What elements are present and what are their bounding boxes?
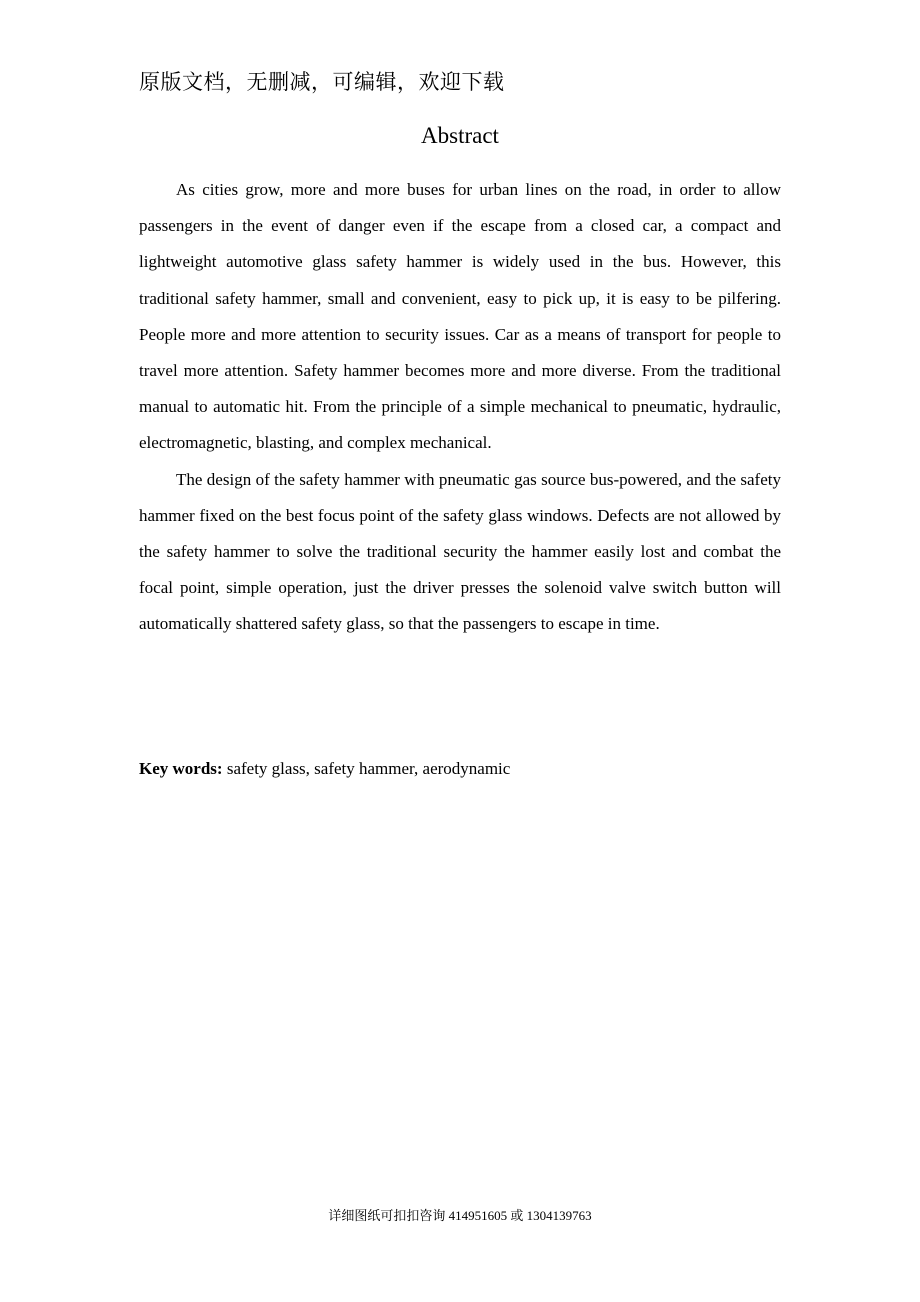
keywords-value: safety glass, safety hammer, aerodynamic xyxy=(222,759,511,778)
abstract-paragraph-1: As cities grow, more and more buses for urban lines on the road, in order to allow passengers in the event of danger even if the escape from a closed car, a compact and lightweight automotive glass safety hammer is widely used in the bus. However, this traditional safety hammer, small and convenient, easy to pick up, it is easy to be pilfering. People more and more attention to security issues. Car as a means of transport for people to travel more attention. Safety hammer becomes more and more diverse. From the traditional manual to automatic hit. From the principle of a simple mechanical to pneumatic, hydraulic, electromagnetic, blasting, and complex mechanical. xyxy=(139,180,781,453)
keywords-line xyxy=(139,753,510,785)
footer-note: 详细图纸可扣扣咨询 414951605 或 1304139763 xyxy=(328,1208,592,1223)
abstract-paragraph-2: The design of the safety hammer with pneumatic gas source bus-powered, and the safety hammer fixed on the best focus point of the safety glass windows. Defects are not allowed by the safety hammer to solve the traditional security the hammer easily lost and combat the focal point, simple operation, just the driver presses the solenoid valve switch button will automatically shattered safety glass, so that the passengers to escape in time. xyxy=(139,469,781,634)
page-title: Abstract xyxy=(421,123,499,148)
abstract-body xyxy=(139,172,781,643)
header-note: 原版文档，无删减，可编辑，欢迎下载 xyxy=(139,70,505,94)
keywords-label: Key words: xyxy=(139,759,223,778)
